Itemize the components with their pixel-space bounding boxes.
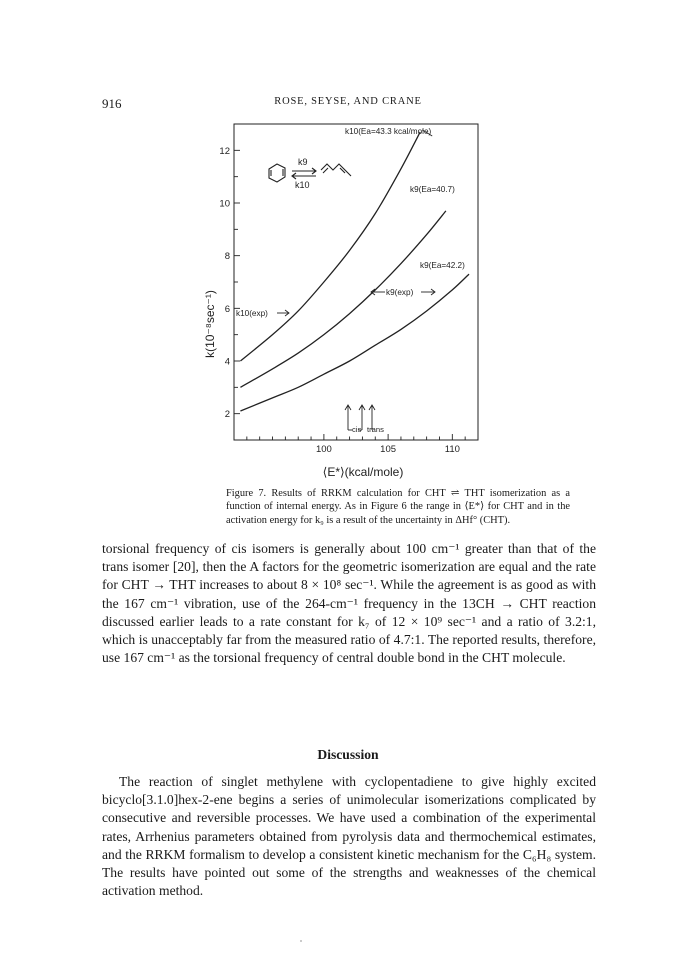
label-k9-upper: k9(Ea=40.7) xyxy=(410,185,455,194)
label-k9-exp: k9(exp) xyxy=(386,288,414,297)
label-k10-exp: k10(exp) xyxy=(236,309,268,318)
scheme-k9-label: k9 xyxy=(298,157,308,167)
label-k9-lower: k9(Ea=42.2) xyxy=(420,261,465,270)
reaction-scheme xyxy=(269,164,351,182)
y-tick-label: 2 xyxy=(224,409,230,421)
label-trans: trans xyxy=(367,425,384,434)
caption-text: Results of RRKM calculation for CHT ⇌ THT isomerization as a function of internal energy. As in Figure 6 the range in ⟨E*⟩ for CHT and in the activation energy for k₉ is a result of the uncertainty in ΔHf° (CHT). xyxy=(226,488,570,526)
figure-caption xyxy=(226,487,570,527)
scheme-k10-label: k10 xyxy=(295,180,310,190)
y-tick-label: 10 xyxy=(219,198,230,210)
y-tick-label: 12 xyxy=(219,145,230,157)
x-tick-label: 110 xyxy=(444,444,460,455)
caption-label: Figure 7. xyxy=(226,488,267,499)
k9-ea-42-2-curve xyxy=(240,274,469,411)
body-paragraph-1: torsional frequency of cis isomers is generally about 100 cm⁻¹ greater than that of the trans isomer [20], then the A factors for the geometric isomerization are equal and the rate for CHT → THT increases to about 8 × 10⁸ sec⁻¹. While the agreement is as good as with the 167 cm⁻¹ vibration, use of the 264-cm⁻¹ frequency in the 13CH → CHT reaction discussed earlier leads to a rate constant for k₇ of 12 × 10⁹ sec⁻¹ and a ratio of 3.2:1, which is unacceptably far from the measured ratio of 4.7:1. The reported results, therefore, use 167 cm⁻¹ as the torsional frequency of central double bond in the CHT molecule. xyxy=(102,541,596,666)
running-head: ROSE, SEYSE, AND CRANE xyxy=(274,96,422,107)
k10-exp-arrow xyxy=(277,310,289,316)
y-axis-label: k(10⁻⁸sec⁻¹) xyxy=(203,290,217,358)
body-paragraph-2: The reaction of singlet methylene with cyclopentadiene to give highly excited bicyclo[3.1.0]hex-2-ene begins a series of unimolecular isomerizations complicated by consecutive and reversible processes. We have used a combination of the experimental rates, Arrhenius parameters obtained from pyrolysis data and thermochemical estimates, and the RRKM formalism to develop a consistent kinetic mechanism for the C₆H₈ system. The results have pointed out some of the strengths and weaknesses of the chemical activation method. xyxy=(102,774,596,899)
y-tick-label: 4 xyxy=(224,356,230,368)
k9-ea-40-7-curve xyxy=(240,211,445,387)
page-number: 916 xyxy=(102,96,122,111)
scan-speck xyxy=(300,940,302,942)
label-cis: cis xyxy=(352,425,362,434)
x-tick-label: 105 xyxy=(380,444,397,455)
figure-7 xyxy=(195,118,495,482)
equilibrium-arrows-icon xyxy=(292,168,316,179)
rrkm-chart xyxy=(195,118,495,482)
x-tick-label: 100 xyxy=(315,444,332,455)
triene-chain-icon xyxy=(321,164,351,176)
cht-ring-icon xyxy=(269,164,285,182)
y-tick-label: 6 xyxy=(224,303,230,315)
k10-ea-43-3-curve xyxy=(240,132,420,361)
x-axis-label: ⟨E*⟩(kcal/mole) xyxy=(322,465,404,479)
y-tick-label: 8 xyxy=(224,251,230,263)
section-heading-discussion: Discussion xyxy=(317,747,379,762)
label-k10-curve: k10(Ea=43.3 kcal/mole) xyxy=(345,127,432,136)
